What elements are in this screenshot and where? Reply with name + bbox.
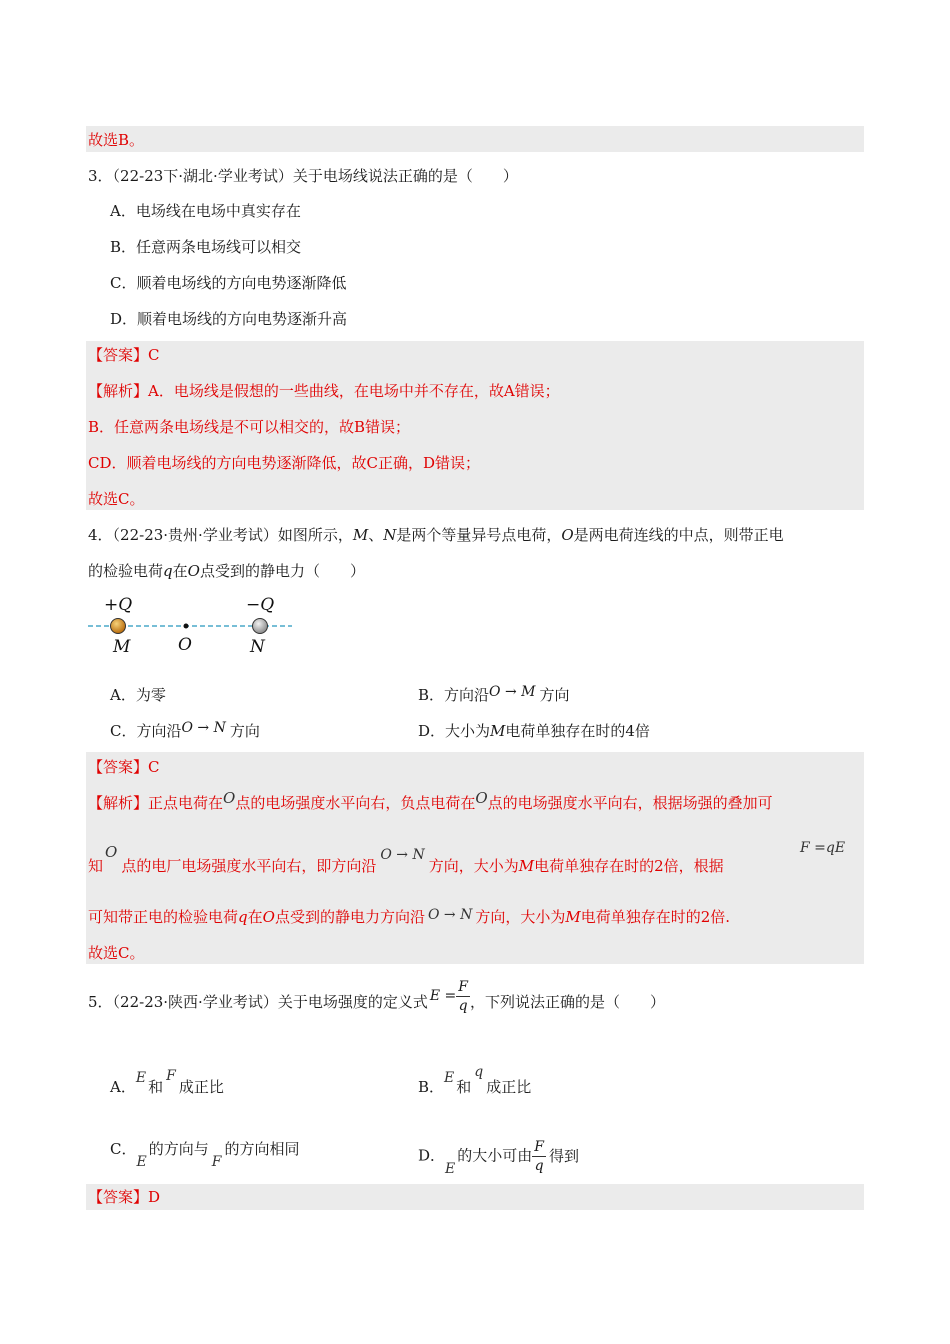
- q5-answer: 【答案】D: [88, 1188, 161, 1206]
- q4-answer: 【答案】C: [88, 758, 160, 776]
- q4-option-a: A．为零: [110, 686, 166, 704]
- q5-option-c: C．E的方向与F的方向相同: [110, 1140, 300, 1170]
- midpoint-o: [184, 624, 189, 629]
- q4-formula-fqe: F =qE: [800, 840, 846, 856]
- q5-stem: 5．（22-23·陕西·学业考试）关于电场强度的定义式 E = $\frac{F}{q}$ ，下列说法正确的是（ ）: [88, 978, 665, 1014]
- q3-analysis-2: B．任意两条电场线是不可以相交的，故B错误；: [88, 418, 411, 436]
- q5-option-b: B．E 和q成正比: [418, 1064, 532, 1096]
- charges-diagram: [86, 590, 298, 660]
- q4-stem-line1: 4．（22-23·贵州·学业考试）如图所示，M、N是两个等量异号点电荷，O是两电荷连线的中点，则带正电: [88, 526, 784, 544]
- q4-option-d: D．大小为M电荷单独存在时的4倍: [418, 722, 650, 740]
- label-minus-q: −Q: [246, 595, 275, 615]
- negative-charge-n: [253, 619, 268, 634]
- answer-band-prev: [86, 126, 864, 152]
- q5-option-a: A．E 和F成正比: [110, 1068, 224, 1096]
- q4-analysis-4: 故选C。: [88, 944, 145, 962]
- q4-analysis-2: 知O点的电厂电场强度水平向右，即方向沿O → N方向，大小为M电荷单独存在时的2倍，根据: [88, 843, 724, 875]
- q4-option-b: B．方向沿O → M 方向: [418, 684, 570, 704]
- label-m: M: [113, 637, 131, 657]
- q4-analysis-3: 可知带正电的检验电荷q在O点受到的静电力方向沿 O → N 方向，大小为M电荷单独存在时的2倍.: [88, 907, 731, 926]
- q3-option-c: C．顺着电场线的方向电势逐渐降低: [110, 274, 347, 292]
- prev-conclusion: 故选B。: [88, 131, 145, 149]
- q5-definition-fraction: $\frac{F}{q}$: [458, 978, 468, 1014]
- label-plus-q: +Q: [104, 595, 133, 615]
- q3-option-a: A．电场线在电场中真实存在: [110, 202, 301, 220]
- q4-analysis-1: 【解析】正点电荷在O点的电场强度水平向右，负点电荷在O点的电场强度水平向右，根据场强的叠加可: [88, 789, 773, 812]
- q3-analysis-3: CD．顺着电场线的方向电势逐渐降低，故C正确，D错误；: [88, 454, 481, 472]
- q5-option-d-fraction: $\frac{F}{q}$: [534, 1139, 544, 1174]
- label-n: N: [250, 637, 265, 657]
- q3-stem: 3．（22-23下·湖北·学业考试）关于电场线说法正确的是（ ）: [88, 167, 518, 185]
- answer-band-q5: [86, 1184, 864, 1210]
- q3-option-b: B．任意两条电场线可以相交: [110, 238, 302, 256]
- q3-analysis-1: 【解析】A．电场线是假想的一些曲线，在电场中并不存在，故A错误；: [88, 382, 560, 400]
- label-o: O: [178, 635, 192, 655]
- q3-answer: 【答案】C: [88, 346, 160, 364]
- q3-analysis-4: 故选C。: [88, 490, 145, 508]
- q4-stem-line2: 的检验电荷q在O点受到的静电力（ ）: [88, 562, 365, 580]
- q4-option-c: C．方向沿O → N 方向: [110, 720, 260, 740]
- positive-charge-m: [111, 619, 126, 634]
- q5-option-d: D．E的大小可由 $\frac{F}{q}$ 得到: [418, 1139, 580, 1177]
- q3-option-d: D．顺着电场线的方向电势逐渐升高: [110, 310, 348, 328]
